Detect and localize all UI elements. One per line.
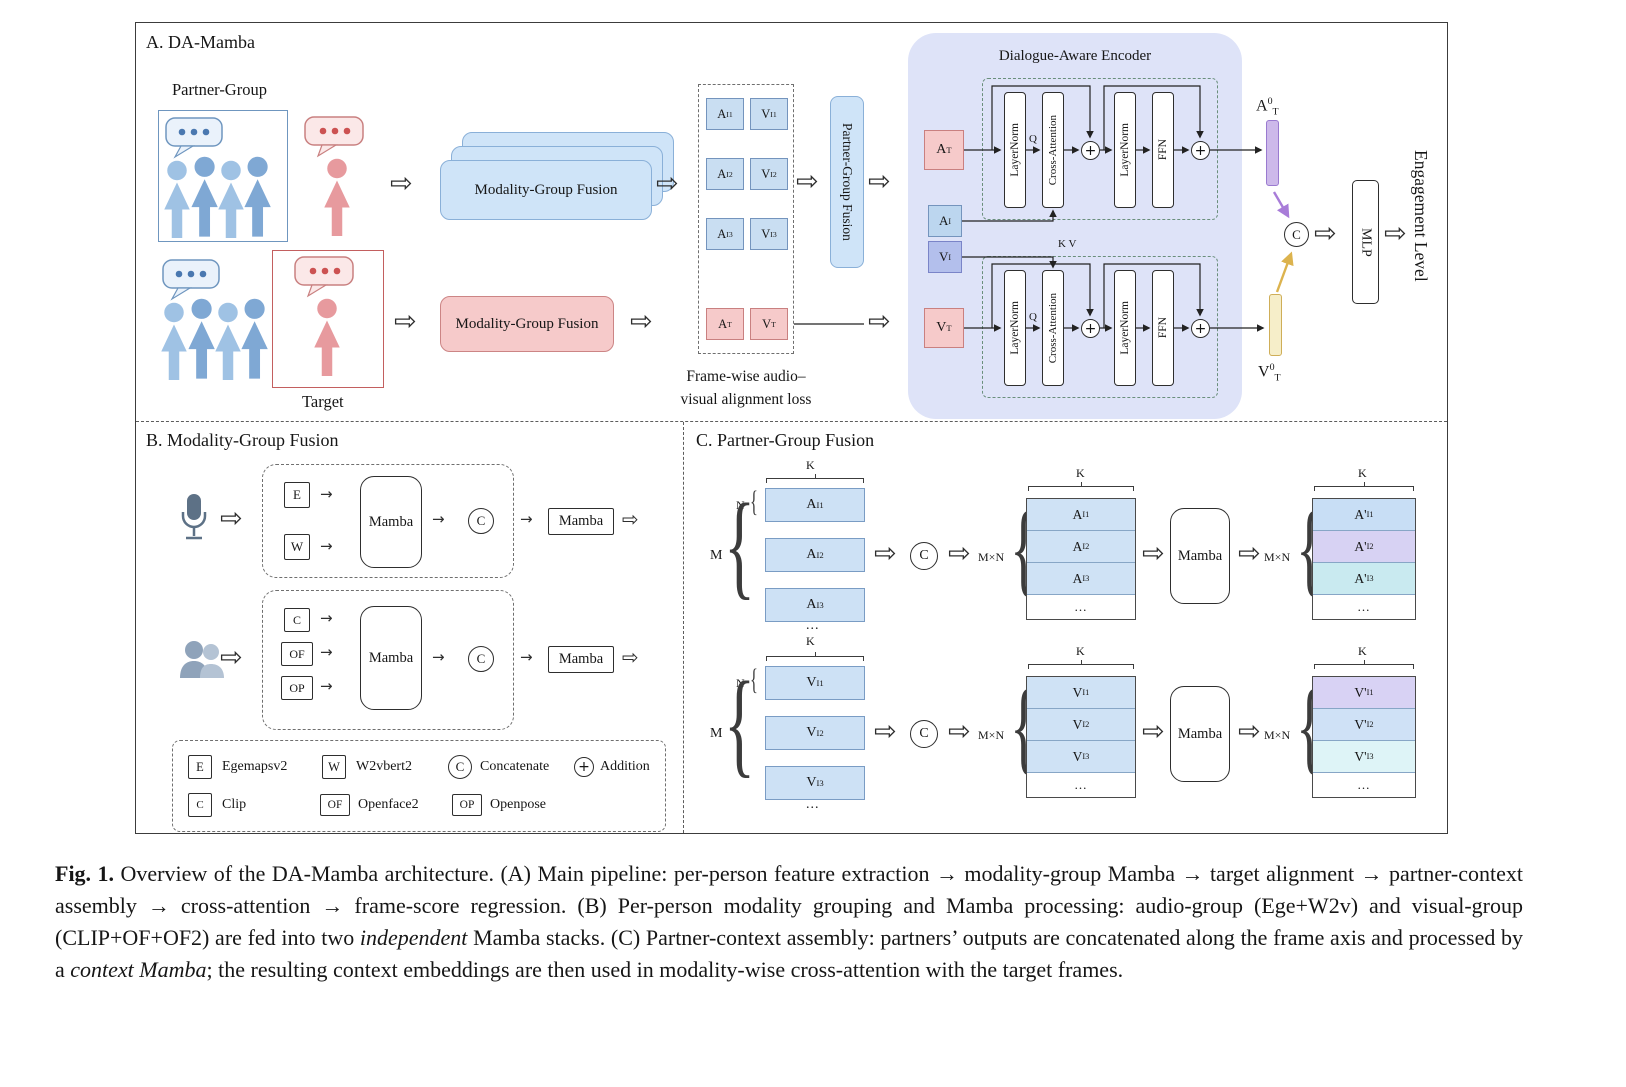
partner-audio-bar: A I1 [765,488,865,522]
output-v0t-label: $V^0_T$ [1258,362,1281,384]
caption-fig-label: Fig. 1. [55,861,115,886]
flow-arrow-icon [1238,540,1261,567]
figure-caption: Fig. 1. Overview of the DA-Mamba architecture. (A) Main pipeline: per-person feature extraction → modality-group Mamba → target alignment → partner-context assembly → cross-attention → frame-score regression. (B) Per-person modality grouping and Mamba processing: audio-group (Ege+W2v) and visual-group (CLIP+OF+OF2) are fed into two independent Mamba stacks. (C) Partner-context assembly: partners’ outputs are concatenated along the frame axis and processed by a context Mamba; the resulting context embeddings are then used in modality-wise cross-attention with the target frames. [55,861,1524,982]
n-dim-label: N [736,676,745,690]
arrow-icon [320,679,333,694]
overbrace [766,656,864,661]
panel-b-title: B. Modality-Group Fusion [146,430,339,450]
flow-arrow-icon [948,718,971,745]
k-dim-label: K [1076,644,1085,658]
target-person-illustration [286,254,371,379]
panel-a-title: A. DA-Mamba [146,32,255,52]
alignment-loss-label-line2: visual alignment loss [680,391,812,408]
query-label: Q [1029,133,1037,145]
flow-arrow-icon [394,308,417,335]
flow-arrow-icon [220,644,243,671]
clip-feature-box: C [284,608,310,632]
legend-value-addition: Addition [600,759,650,774]
layernorm-box: LayerNorm [1004,92,1026,208]
k-dim-label: K [806,634,815,648]
flow-arrow-icon [622,647,639,667]
stack-row: A' I2 [1313,531,1415,563]
partner-visual-bar: V I2 [765,716,865,750]
overbrace [1028,486,1134,491]
audio-context-stack [1026,498,1136,620]
openpose-feature-box: OP [281,676,313,700]
partner-audio-bar: A I3 [765,588,865,622]
addition-icon [574,757,594,777]
layernorm-box: LayerNorm [1114,270,1136,386]
legend-value-openpose: Openpose [490,797,546,812]
addition-icon [1081,319,1100,338]
legend-value-w2vbert: W2vbert2 [356,759,412,774]
stack-row: A I1 [1027,499,1135,531]
partner-group-fusion-box: Partner-Group Fusion [830,96,864,268]
feature-cell: V I3 [750,218,788,250]
mxn-dim-label: M×N [1264,550,1291,564]
openface-feature-box: OF [281,642,313,666]
visual-context-stack [1026,676,1136,798]
partner-group-illustration-2 [156,254,284,384]
ffn-box: FFN [1152,92,1174,208]
stack-row: A' I1 [1313,499,1415,531]
microphone-icon [176,490,212,550]
encoder-input-ai: A I [928,205,962,237]
stack-row: A I2 [1027,531,1135,563]
legend-value-egemaps: Egemapsv2 [222,759,288,774]
engagement-level-label: Engagement Level [1411,150,1431,282]
m-dim-label: M [710,726,723,741]
flow-arrow-icon [868,308,891,335]
stack-row: A I3 [1027,563,1135,595]
arrow-icon [320,645,333,660]
stack-row: A' I3 [1313,563,1415,595]
k-dim-label: K [806,458,815,472]
flow-arrow-icon [630,308,653,335]
feature-cell: A I2 [706,158,744,190]
n-dim-label: N [736,498,745,512]
stack-row: V' I3 [1313,741,1415,773]
cross-attention-box: Cross-Attention [1042,270,1064,386]
stack-row: V' I1 [1313,677,1415,709]
overbrace [1314,664,1414,669]
context-mamba-box: Mamba [1170,508,1230,604]
output-a0t-label: $A^0_T$ [1256,96,1279,118]
ellipsis: ... [806,618,820,633]
legend-key-e: E [188,755,212,779]
stack-row: V I2 [1027,709,1135,741]
concatenate-node: C [910,720,938,748]
arrow-icon [320,487,333,502]
concatenate-node: C [468,646,494,672]
cross-attention-box: Cross-Attention [1042,92,1064,208]
stack-row: V' I2 [1313,709,1415,741]
legend-key-concatenate: C [448,755,472,779]
target-label: Target [302,392,344,411]
output-v0t-bar [1269,294,1282,356]
legend-value-openface: Openface2 [358,797,419,812]
legend-value-clip: Clip [222,797,247,812]
audio-mamba-box: Mamba [360,476,422,568]
flow-arrow-icon [220,505,243,532]
arrow-icon [520,512,533,527]
encoder-input-at: A T [924,130,964,170]
flow-arrow-icon [948,540,971,567]
arrow-icon [520,650,533,665]
flow-arrow-icon [874,718,897,745]
ellipsis: ... [806,797,820,812]
brace [724,492,755,598]
feature-cell-target: V T [750,308,788,340]
mxn-dim-label: M×N [1264,728,1291,742]
flow-arrow-icon [874,540,897,567]
partner-visual-bar: V I1 [765,666,865,700]
stack-ellipsis: ... [1313,773,1415,797]
audio-context-mamba-box: Mamba [548,508,614,535]
flow-arrow-icon [656,170,679,197]
legend-key-w: W [322,755,346,779]
arrow-icon [432,650,445,665]
stack-ellipsis: ... [1027,595,1135,619]
ffn-box: FFN [1152,270,1174,386]
encoder-input-vt: V T [924,308,964,348]
concatenate-node: C [468,508,494,534]
concatenate-node: C [910,542,938,570]
flow-arrow-icon [622,509,639,529]
output-a0t-bar [1266,120,1279,186]
legend-value-concatenate: Concatenate [480,759,550,774]
overbrace [766,478,864,483]
stack-row: V I3 [1027,741,1135,773]
overbrace [1314,486,1414,491]
flow-arrow-icon [868,168,891,195]
egemaps-feature-box: E [284,482,310,508]
partner-group-illustration [159,112,287,242]
visual-mamba-box: Mamba [360,606,422,710]
overbrace [1028,664,1134,669]
k-dim-label: K [1358,644,1367,658]
encoder-title: Dialogue-Aware Encoder [998,48,1152,64]
legend-key-clip: C [188,793,212,817]
m-dim-label: M [710,548,723,563]
audio-context-output-stack [1312,498,1416,620]
context-mamba-box: Mamba [1170,686,1230,782]
feature-cell: A I1 [706,98,744,130]
addition-icon [1081,141,1100,160]
feature-cell: V I2 [750,158,788,190]
flow-arrow-icon [1384,220,1407,247]
alignment-loss-label-line1: Frame-wise audio– [686,368,806,385]
query-label: Q [1029,311,1037,323]
partner-group-label: Partner-Group [172,80,267,99]
layernorm-box: LayerNorm [1004,270,1026,386]
mxn-dim-label: M×N [978,550,1005,564]
feature-cell: V I1 [750,98,788,130]
flow-arrow-icon [1142,540,1165,567]
brace [724,670,755,776]
w2vbert-feature-box: W [284,534,310,560]
partner-target-person-illustration [296,114,381,239]
arrow-icon [320,611,333,626]
addition-icon [1191,319,1210,338]
stack-ellipsis: ... [1027,773,1135,797]
flow-arrow-icon [1238,718,1261,745]
stack-ellipsis: ... [1313,595,1415,619]
arrow-icon [432,512,445,527]
layernorm-box: LayerNorm [1114,92,1136,208]
flow-arrow-icon [390,170,413,197]
flow-arrow-icon [796,168,819,195]
people-icon [178,638,226,680]
flow-arrow-icon [1142,718,1165,745]
key-value-label: K V [1058,238,1077,250]
partner-audio-bar: A I2 [765,538,865,572]
legend-key-openface: OF [320,794,350,816]
legend-key-openpose: OP [452,794,482,816]
modality-group-fusion-blue: Modality-Group Fusion [440,160,652,220]
stack-row: V I1 [1027,677,1135,709]
arrow-icon [320,539,333,554]
mxn-dim-label: M×N [978,728,1005,742]
k-dim-label: K [1358,466,1367,480]
mlp-box: MLP [1352,180,1379,304]
panel-c-title: C. Partner-Group Fusion [696,430,875,450]
visual-context-mamba-box: Mamba [548,646,614,673]
feature-cell: A I3 [706,218,744,250]
addition-icon [1191,141,1210,160]
encoder-input-vi: V I [928,241,962,273]
flow-arrow-icon [1314,220,1337,247]
partner-visual-bar: V I3 [765,766,865,800]
k-dim-label: K [1076,466,1085,480]
concatenate-node: C [1284,222,1309,247]
modality-group-fusion-red: Modality-Group Fusion [440,296,614,352]
feature-cell-target: A T [706,308,744,340]
visual-context-output-stack [1312,676,1416,798]
